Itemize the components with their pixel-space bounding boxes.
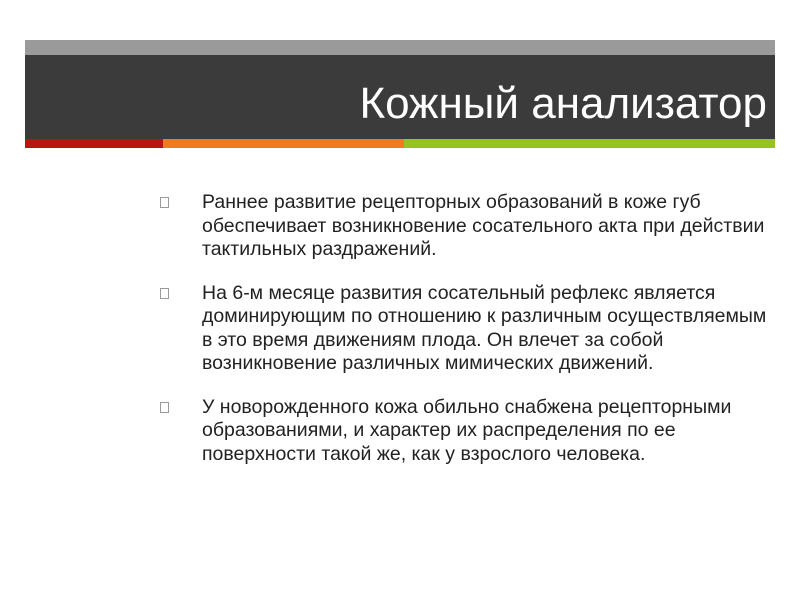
accent-segment-red [25,139,163,148]
accent-segment-green [404,139,775,148]
bullet-item [160,191,770,262]
accent-strip [25,139,775,148]
square-bullet-icon [160,197,169,208]
square-bullet-icon [160,288,169,299]
square-bullet-icon [160,402,169,413]
accent-segment-orange [163,139,404,148]
bullet-item [160,282,770,376]
title-bar [25,40,775,139]
slide-title: Кожный анализатор [359,79,767,128]
bullet-list [160,191,770,486]
bullet-text: Раннее развитие рецепторных образований в коже губ обеспечивает возникновение сосательного акта при действии тактильных раздражений. [202,191,765,260]
bullet-text: У новорожденного кожа обильно снабжена рецепторными образованиями, и характер их распределения по ее поверхности такой же, как у взрослого человека. [202,395,732,465]
bullet-text: На 6-м месяце развития сосательный рефлекс является доминирующим по отношению к различным осуществляемым в это время движениям плода. Он влечет за собой возникновение различных мимических движений. [202,281,767,374]
bullet-item [160,396,770,467]
title-bar-top-band [25,40,775,55]
